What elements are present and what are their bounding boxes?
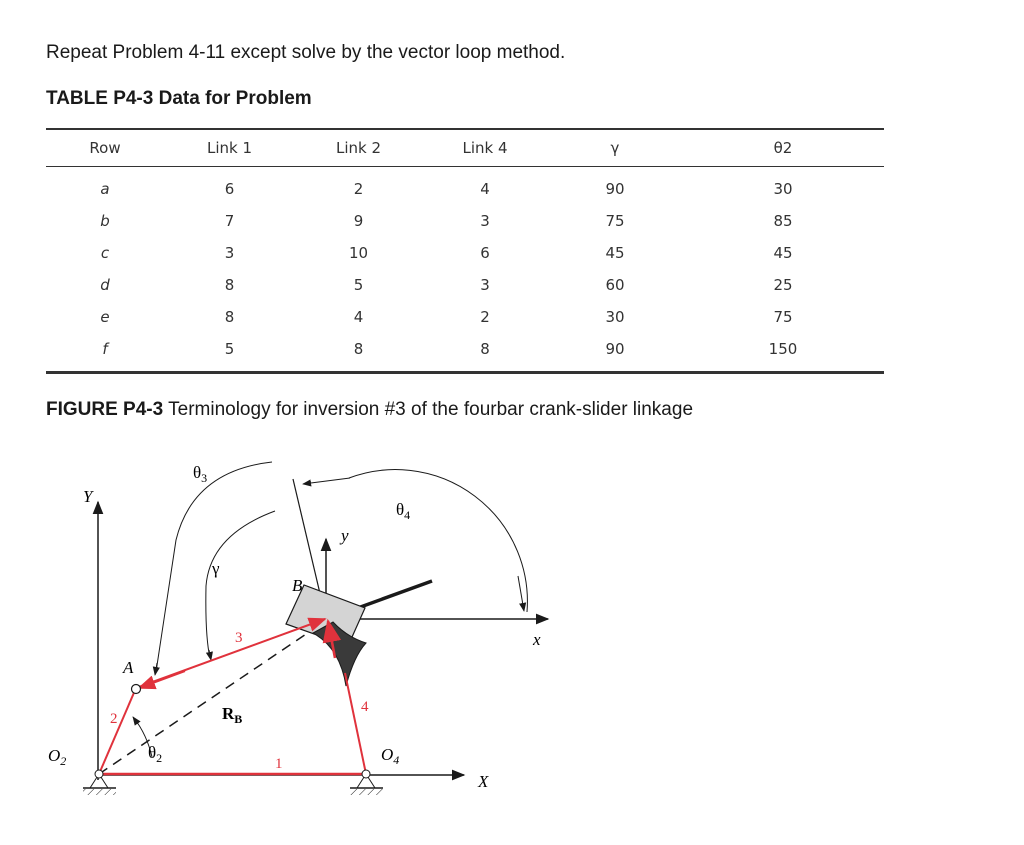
table-title: TABLE P4-3 Data for Problem bbox=[46, 88, 312, 109]
table-cell: 60 bbox=[605, 276, 625, 294]
data-table bbox=[46, 128, 884, 374]
label-link3: 3 bbox=[235, 630, 243, 646]
link-4 bbox=[345, 673, 366, 774]
table-row bbox=[46, 301, 884, 333]
table-cell: 2 bbox=[480, 308, 490, 326]
theta2-arrowhead bbox=[133, 717, 138, 724]
table-cell: e bbox=[100, 308, 110, 326]
figure-caption bbox=[46, 399, 693, 421]
table-cell: 7 bbox=[224, 212, 235, 230]
table-cell: 8 bbox=[224, 308, 235, 326]
table-cell: 90 bbox=[548, 333, 682, 373]
table-cell: 8 bbox=[295, 333, 422, 373]
label-theta4: $\theta_4$ bbox=[396, 500, 411, 522]
table-cell: c bbox=[100, 244, 110, 262]
label-rb: $R_B$ bbox=[222, 704, 243, 726]
table-cell: 5 bbox=[164, 333, 295, 373]
table-cell: 3 bbox=[480, 212, 490, 230]
table-cell: 85 bbox=[773, 212, 793, 230]
table-cell: 25 bbox=[773, 276, 793, 294]
label-B: B bbox=[292, 576, 303, 595]
table-cell: d bbox=[100, 276, 110, 294]
table-cell: 3 bbox=[224, 244, 235, 262]
table-cell: 75 bbox=[605, 212, 625, 230]
label-o4: $O_4$ bbox=[381, 745, 400, 767]
label-y: y bbox=[341, 526, 349, 545]
table-cell: a bbox=[100, 180, 110, 198]
figure-caption-text: Terminology for inversion #3 of the fourbar crank-slider linkage bbox=[163, 399, 694, 420]
label-o2: $O_2$ bbox=[48, 746, 67, 768]
table-cell: 5 bbox=[353, 276, 364, 294]
slider-pin-bracket bbox=[313, 622, 366, 686]
table-cell: 6 bbox=[480, 244, 490, 262]
table-cell: 45 bbox=[773, 244, 793, 262]
linkage-diagram bbox=[0, 430, 1024, 840]
table-row bbox=[46, 333, 884, 373]
table-cell: 90 bbox=[605, 180, 625, 198]
problem-statement: Repeat Problem 4-11 except solve by the vector loop method. bbox=[46, 42, 566, 63]
table-cell: 30 bbox=[605, 308, 625, 326]
label-link4: 4 bbox=[361, 699, 369, 715]
table-cell: 6 bbox=[224, 180, 235, 198]
header-link2: Link 2 bbox=[295, 129, 422, 167]
table-cell: 150 bbox=[682, 333, 884, 373]
label-x: x bbox=[533, 630, 541, 649]
figure-caption-label: FIGURE P4-3 bbox=[46, 399, 164, 420]
label-gamma: γ bbox=[212, 559, 220, 578]
header-link1: Link 1 bbox=[164, 129, 295, 167]
label-link2: 2 bbox=[110, 711, 118, 727]
table-row bbox=[46, 269, 884, 301]
table-cell: 10 bbox=[348, 244, 369, 262]
table-header-row bbox=[46, 129, 884, 167]
table-cell: 75 bbox=[773, 308, 793, 326]
table-cell: 8 bbox=[422, 333, 548, 373]
label-link1: 1 bbox=[275, 756, 283, 772]
header-link4: Link 4 bbox=[422, 129, 548, 167]
theta4-arc-head bbox=[303, 478, 350, 484]
label-Y: Y bbox=[83, 487, 93, 506]
table-cell: 4 bbox=[480, 180, 490, 198]
table-cell: 2 bbox=[353, 180, 364, 198]
link-3-head bbox=[139, 671, 185, 688]
joint-a bbox=[132, 685, 141, 694]
label-theta2: $\theta_2$ bbox=[148, 743, 163, 765]
header-row: Row bbox=[46, 129, 164, 167]
header-gamma: γ bbox=[548, 129, 682, 167]
table-row bbox=[46, 167, 884, 206]
table-row bbox=[46, 205, 884, 237]
table-cell: 30 bbox=[773, 180, 793, 198]
table-row bbox=[46, 237, 884, 269]
table-cell: 9 bbox=[353, 212, 364, 230]
table-cell: 3 bbox=[480, 276, 490, 294]
label-theta3: $\theta_3$ bbox=[193, 463, 208, 485]
label-A: A bbox=[123, 658, 134, 677]
table-cell: 4 bbox=[353, 308, 364, 326]
table-cell: 45 bbox=[605, 244, 625, 262]
header-theta2: θ2 bbox=[682, 129, 884, 167]
theta4-arc-tail bbox=[518, 576, 524, 611]
table-cell: 8 bbox=[224, 276, 235, 294]
label-X: X bbox=[478, 772, 489, 791]
table-cell: b bbox=[100, 212, 110, 230]
table-cell: f bbox=[46, 333, 164, 373]
slider-rod-extension bbox=[355, 581, 432, 609]
theta4-arc bbox=[349, 470, 527, 612]
